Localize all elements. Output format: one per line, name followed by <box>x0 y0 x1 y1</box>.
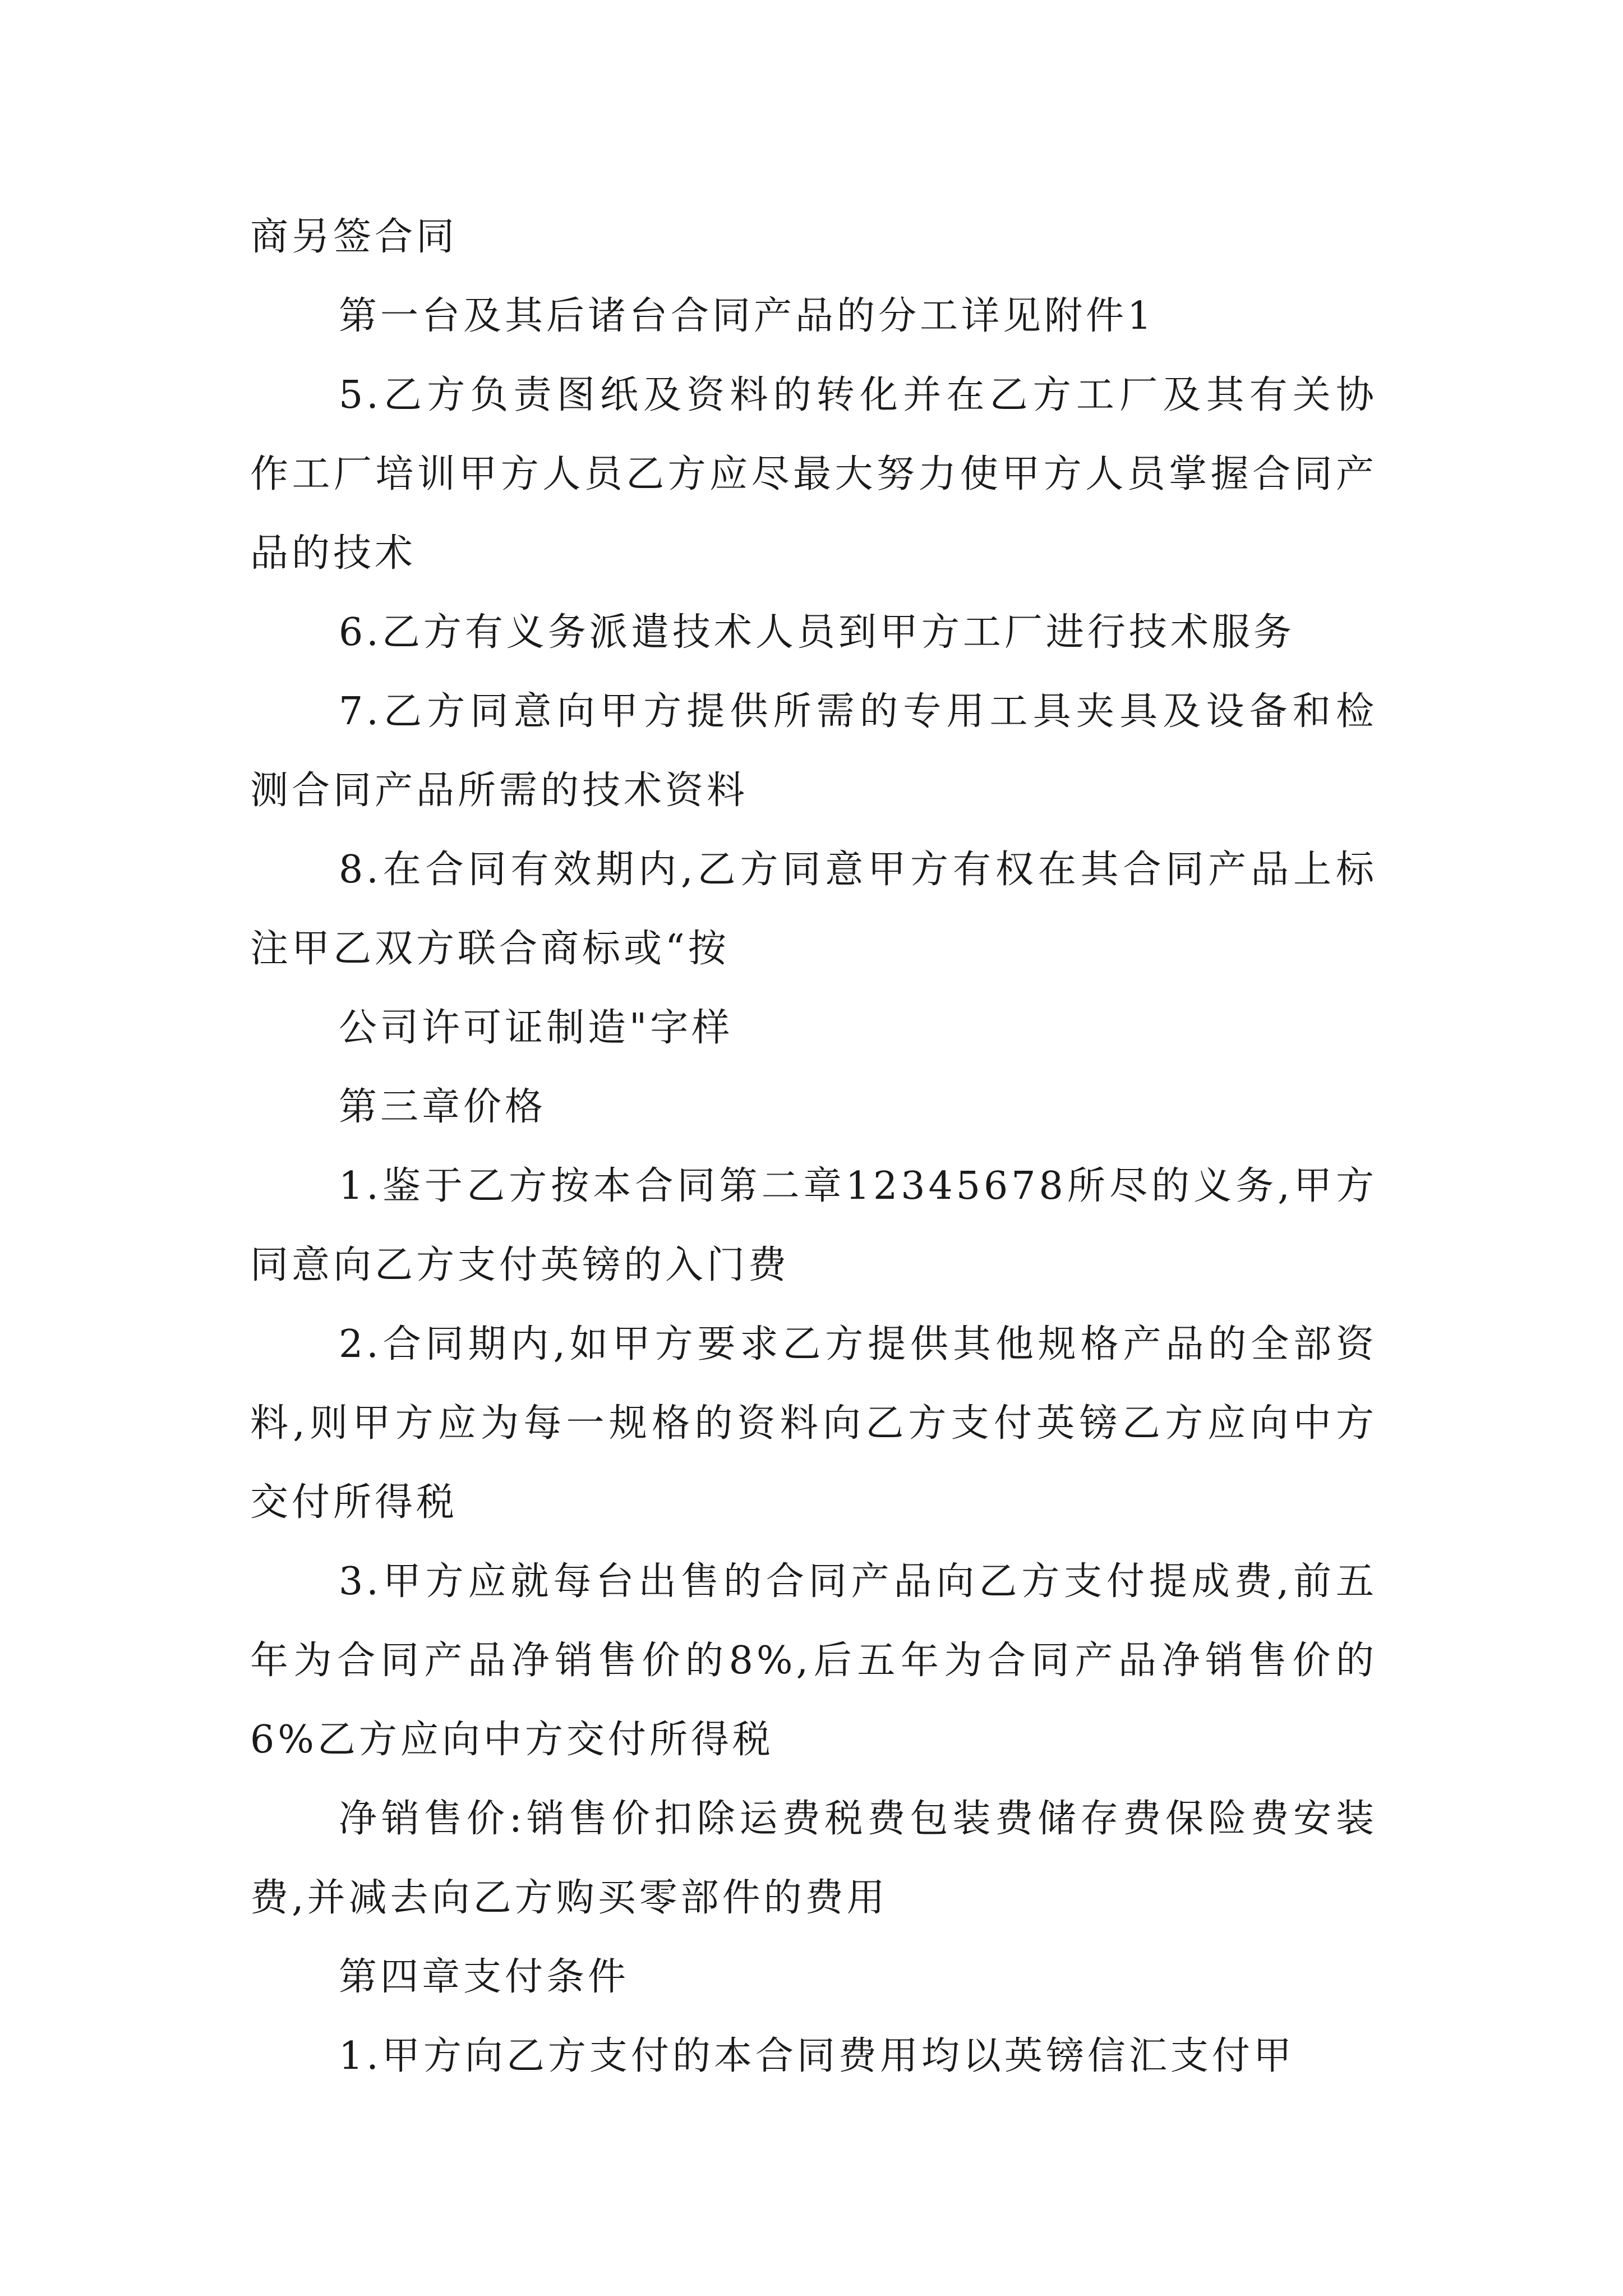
paragraph-item-8: 8.在合同有效期内,乙方同意甲方有权在其合同产品上标注甲乙双方联合商标或“按 <box>250 848 1377 971</box>
paragraph-license-mark: 公司许可证制造"字样 <box>339 1006 734 1050</box>
paragraph-continuation: 商另签合同 <box>250 215 458 259</box>
chapter-heading-price: 第三章价格 <box>339 1085 547 1129</box>
paragraph-division-of-work: 第一台及其后诸台合同产品的分工详见附件1 <box>339 294 1155 338</box>
paragraph-item-6: 6.乙方有义务派遣技术人员到甲方工厂进行技术服务 <box>339 610 1295 655</box>
paragraph-payment-item-1: 1.甲方向乙方支付的本合同费用均以英镑信汇支付甲 <box>339 2034 1295 2078</box>
paragraph-price-item-3: 3.甲方应就每台出售的合同产品向乙方支付提成费,前五年为合同产品净销售价的8%,后五年为合同产品净销售价的6%乙方应向中方交付所得税 <box>250 1559 1377 1762</box>
paragraph-price-item-1: 1.鉴于乙方按本合同第二章12345678所尽的义务,甲方同意向乙方支付英镑的入门费 <box>250 1164 1377 1287</box>
document-body <box>250 197 1377 2096</box>
paragraph-net-sales-price: 净销售价:销售价扣除运费税费包装费储存费保险费安装费,并减去向乙方购买零部件的费用 <box>250 1797 1377 1920</box>
paragraph-item-7: 7.乙方同意向甲方提供所需的专用工具夹具及设备和检测合同产品所需的技术资料 <box>250 689 1377 813</box>
paragraph-item-5: 5.乙方负责图纸及资料的转化并在乙方工厂及其有关协作工厂培训甲方人员乙方应尽最大努力使甲方人员掌握合同产品的技术 <box>250 373 1377 576</box>
paragraph-price-item-2: 2.合同期内,如甲方要求乙方提供其他规格产品的全部资料,则甲方应为每一规格的资料向乙方支付英镑乙方应向中方交付所得税 <box>250 1322 1377 1525</box>
chapter-heading-payment: 第四章支付条件 <box>339 1955 630 1999</box>
